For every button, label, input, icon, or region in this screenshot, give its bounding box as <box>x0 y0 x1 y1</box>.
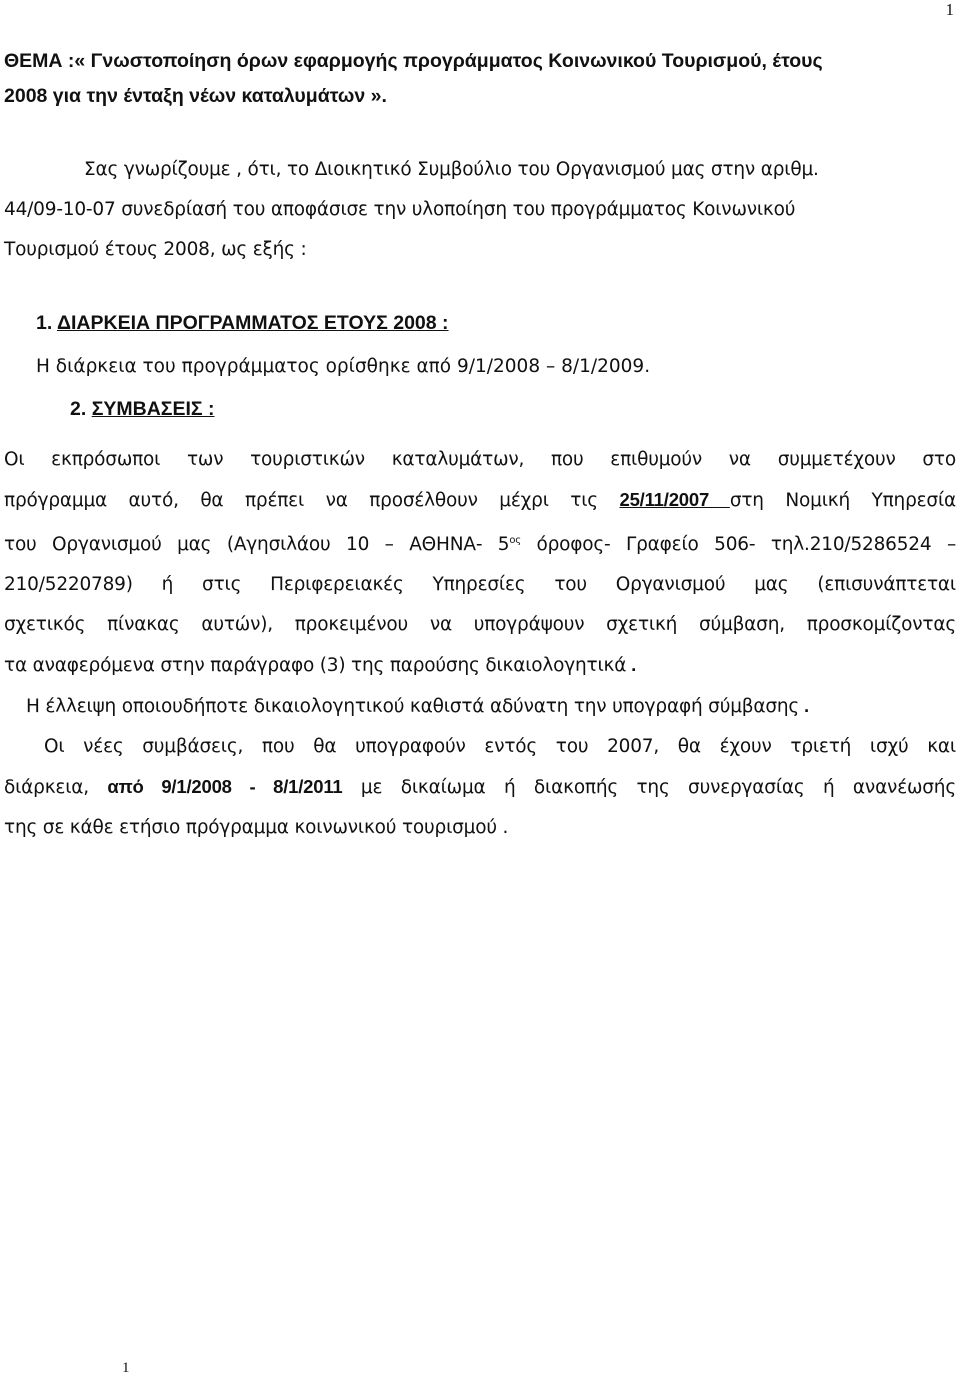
section-2-line-10: της σε κάθε ετήσιο πρόγραμμα κοινωνικού τουρισμού . <box>4 817 509 838</box>
subject-line-1: ΘΕΜΑ :« Γνωστοποίηση όρων εφαρμογής προγράμματος Κοινωνικού Τουρισμού, έτους <box>4 50 823 72</box>
page-number-bottom: 1 <box>122 1360 130 1376</box>
section-2-line-4: 210/5220789) ή στις Περιφερειακές Υπηρεσίες του Οργανισμού μας (επισυνάπτεται <box>4 574 956 595</box>
section-2-line-7 <box>4 686 956 727</box>
text-span: όροφος- Γραφείο 506- τηλ.210/5286524 – <box>520 534 956 555</box>
section-2-title: ΣΥΜΒΑΣΕΙΣ : <box>91 398 215 420</box>
text-span: Η έλλειψη οποιουδήποτε δικαιολογητικού καθιστά αδύνατη την υπογραφή σύμβασης <box>26 696 800 717</box>
document-subject <box>4 44 950 114</box>
intro-paragraph <box>4 150 956 270</box>
text-span: στη Νομική Υπηρεσία <box>729 490 956 511</box>
page-number-top: 1 <box>945 0 954 19</box>
text-span: πρόγραμμα αυτό, θα πρέπει να προσέλθουν μέχρι τις <box>4 490 620 511</box>
ordinal-suffix: ος <box>509 535 521 546</box>
section-1-heading <box>36 312 449 335</box>
intro-line-3: Τουρισμού έτους 2008, ως εξής : <box>4 239 307 260</box>
intro-line-1: Σας γνωρίζουμε , ότι, το Διοικητικό Συμβούλιο του Οργανισμού μας στην αριθμ. <box>84 159 819 180</box>
section-1-text: Η διάρκεια του προγράμματος ορίσθηκε από 9/1/2008 – 8/1/2009. <box>36 356 651 377</box>
section-2-number: 2. <box>70 398 87 420</box>
section-1-title: ΔΙΑΡΚΕΙΑ ΠΡΟΓΡΑΜΜΑΤΟΣ ΕΤΟΥΣ 2008 : <box>56 312 449 334</box>
subject-line-2: 2008 για την ένταξη νέων καταλυμάτων ». <box>4 85 387 107</box>
section-2-line-8: Οι νέες συμβάσεις, που θα υπογραφούν εντός του 2007, θα έχουν τριετή ισχύ και <box>44 736 956 757</box>
contract-period: από 9/1/2008 - 8/1/2011 <box>107 776 343 797</box>
text-span: τα αναφερόμενα στην παράγραφο (3) της παρούσης δικαιολογητικά <box>4 655 627 676</box>
text-span: . <box>626 654 637 675</box>
text-span: με δικαίωμα ή διακοπής της συνεργασίας ή ανανέωσής <box>342 777 956 798</box>
section-2-paragraph <box>4 440 956 848</box>
text-span: . <box>799 695 809 716</box>
deadline-date: 25/11/2007 <box>619 489 730 510</box>
section-2-heading <box>70 398 215 421</box>
section-2-line-2 <box>4 480 956 521</box>
section-2-line-6 <box>4 645 956 686</box>
intro-line-2: 44/09-10-07 συνεδρίασή του αποφάσισε την υλοποίηση του προγράμματος Κοινωνικού <box>4 199 796 220</box>
section-2-line-9 <box>4 767 956 808</box>
section-1-number: 1. <box>36 312 53 334</box>
text-span: του Οργανισμού μας (Αγησιλάου 10 – ΑΘΗΝΑ- 5 <box>4 534 510 555</box>
section-2-line-1: Οι εκπρόσωποι των τουριστικών καταλυμάτων, που επιθυμούν να συμμετέχουν στο <box>4 449 956 470</box>
text-span: διάρκεια, <box>4 777 108 798</box>
section-2-line-3 <box>4 521 956 565</box>
section-2-line-5: σχετικός πίνακας αυτών), προκειμένου να υπογράψουν σχετική σύμβαση, προσκομίζοντας <box>4 614 956 635</box>
